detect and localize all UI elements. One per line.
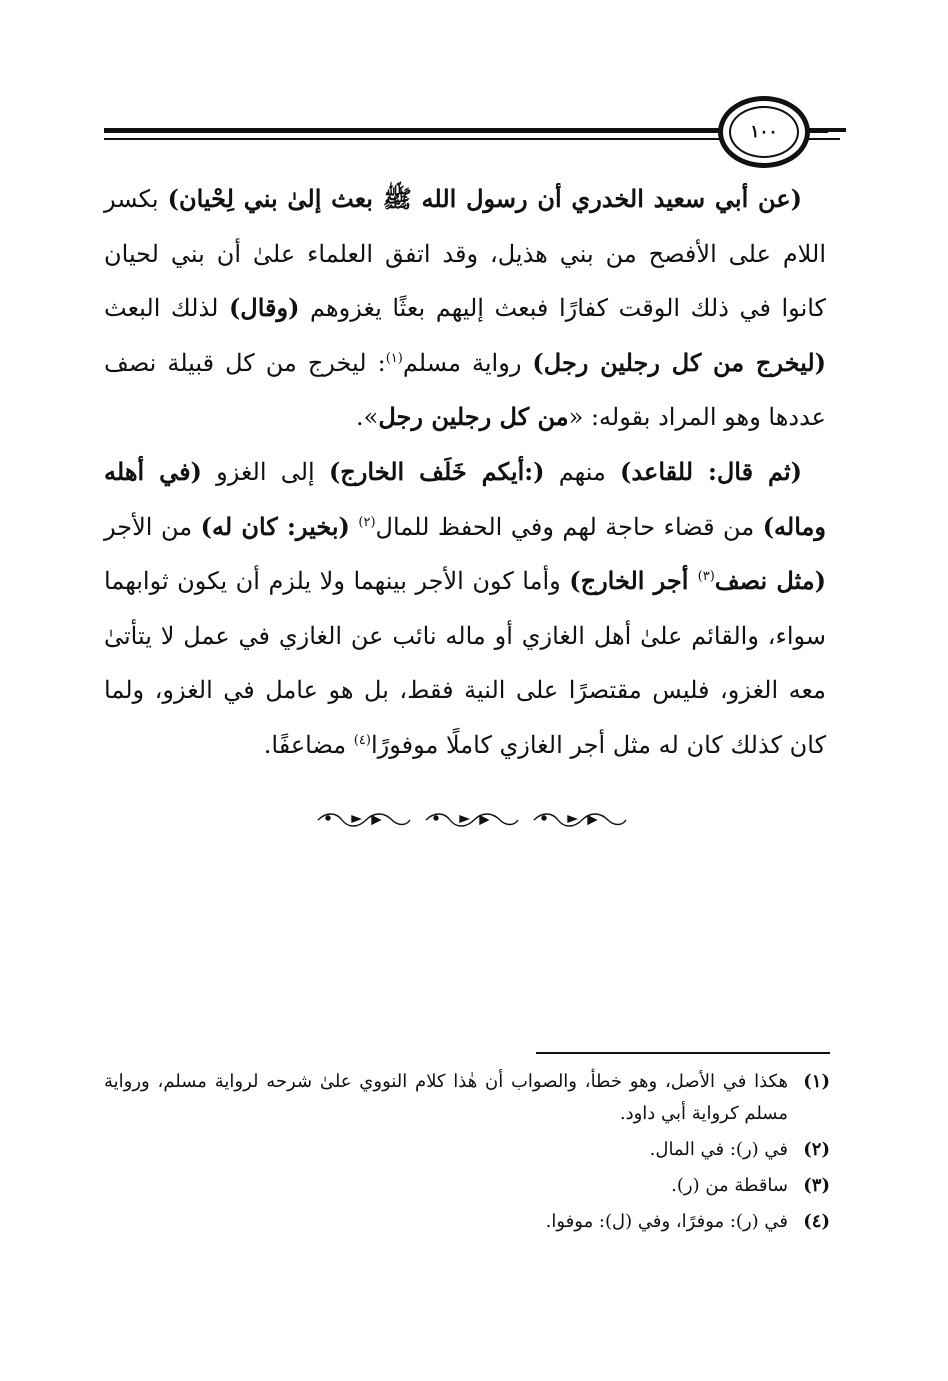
footnote-text: ساقطة من (ر). (671, 1175, 788, 1196)
page-number: ١٠٠ (729, 106, 799, 158)
ornament-motif (534, 814, 626, 826)
quoted-hadith-text: (بخير: كان له) (200, 511, 350, 541)
footnote-number: (٢) (803, 1139, 830, 1160)
ornament-motif (318, 814, 410, 826)
section-divider-ornament (312, 808, 632, 832)
quoted-hadith-text: (عن أبي سعيد الخدري أن رسول الله ﷺ بعث إلىٰ بني لِحْيان) (167, 184, 802, 213)
footnote-text: هكذا في الأصل، وهو خطأ، والصواب أن هٰذا كلام النووي علىٰ شرحه لرواية مسلم، ورواية مسلم كرواية أبي داود. (104, 1071, 788, 1124)
quoted-hadith-text: (:أيكم خَلَف الخارج) (328, 456, 545, 486)
quoted-hadith-text: من كل رجلين رجل (378, 402, 569, 432)
commentary-text: من الأجر (104, 512, 201, 541)
footnote-4 (104, 1206, 830, 1238)
quoted-hadith-text: (مثل نصف (714, 566, 826, 596)
footnote-number: (١) (803, 1071, 830, 1092)
commentary-text: لذلك البعث (104, 294, 229, 323)
commentary-text: منهم (544, 457, 621, 486)
footnote-number: (٤) (803, 1211, 830, 1232)
header-rule-tail (820, 128, 846, 132)
main-text (104, 172, 826, 773)
footnotes (104, 1066, 830, 1242)
quoted-hadith-text: (ثم قال: للقاعد) (620, 456, 803, 486)
quoted-hadith-text: أجر الخارج) (569, 566, 698, 596)
quoted-hadith-text: (ليخرج من كل رجلين رجل) (532, 347, 827, 377)
commentary-text: رواية مسلم (402, 348, 533, 377)
footnote-1 (104, 1066, 830, 1130)
paragraph-2 (104, 445, 826, 773)
footnote-number: (٣) (803, 1175, 830, 1196)
footnote-text: في (ر): موفرًا، وفي (ل): موفوا. (545, 1211, 788, 1232)
commentary-text: من قضاء حاجة لهم وفي الحفظ للمال (375, 512, 763, 541)
footnote-reference: (١) (385, 350, 403, 366)
paragraph-1 (104, 172, 826, 445)
ornament-motif (426, 814, 518, 826)
page-number-badge (718, 96, 810, 168)
footnote-reference: (٢) (358, 514, 376, 530)
commentary-text: : ليخرج من كل قبيلة نصف عددها وهو المراد بقوله: « (104, 348, 826, 432)
commentary-text: مضاعفًا. (263, 730, 354, 759)
footnote-text: في (ر): في المال. (649, 1139, 788, 1160)
footnote-3 (104, 1170, 830, 1202)
quoted-hadith-text: (في أهله وماله) (104, 456, 826, 541)
commentary-text: إلى الغزو (201, 457, 329, 486)
commentary-text: وأما كون الأجر بينهما ولا يلزم أن يكون ثوابهما سواء، والقائم علىٰ أهل الغازي أو ماله نائب عن الغازي في عمل لا يتأتىٰ معه الغزو، فليس مقتصرًا على النية فقط، بل هو عامل في الغزو، ولما كان كذلك كان له مثل أجر الغازي كاملًا موفورًا (104, 567, 826, 759)
commentary-text: ». (356, 403, 379, 432)
footnote-reference: (٣) (697, 569, 715, 585)
footnote-reference: (٤) (353, 732, 371, 748)
commentary-text: بكسر اللام على الأفصح من بني هذيل، وقد اتفق العلماء علىٰ أن بني لحيان كانوا في ذلك الوقت كفارًا فبعث إليهم بعثًا يغزوهم (104, 185, 826, 323)
footnote-2 (104, 1134, 830, 1166)
header-rule-tail-thin (820, 138, 840, 140)
quoted-hadith-text: (وقال) (228, 293, 300, 323)
footnote-separator (536, 1052, 830, 1054)
